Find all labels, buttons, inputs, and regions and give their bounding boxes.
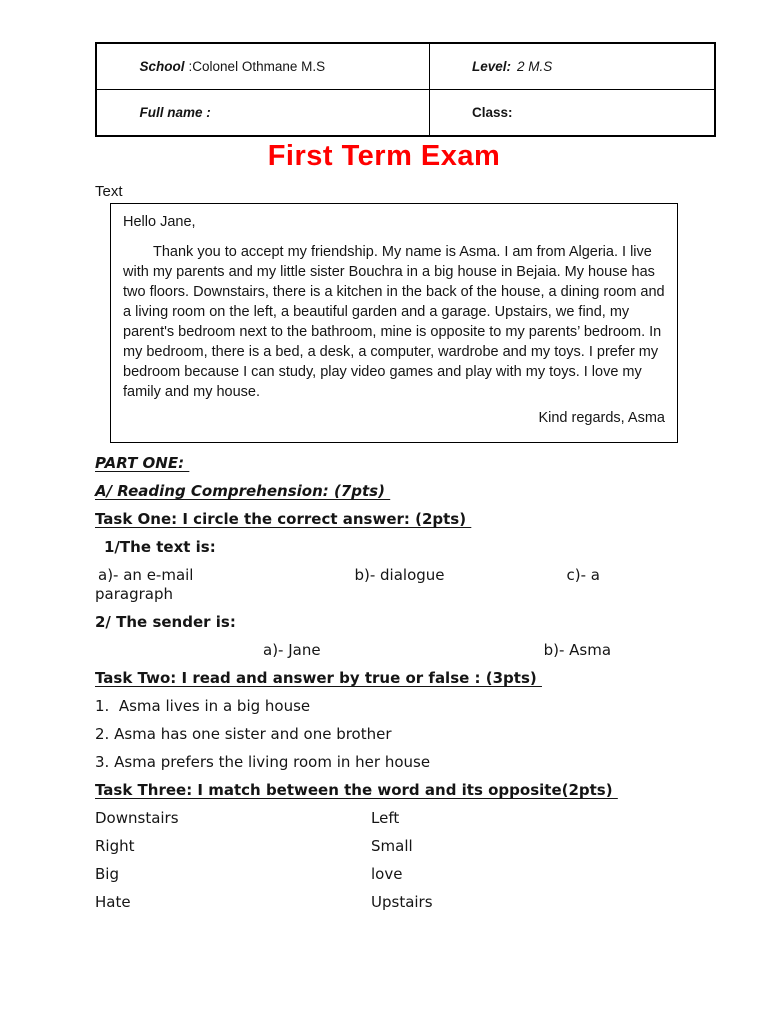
header-row-1: [96, 43, 715, 90]
question-2-option-b: b)- Asma: [543, 641, 612, 659]
question-1-option-c: c)- a paragraph: [95, 566, 601, 603]
level-value: 2 M.S: [517, 59, 553, 74]
question-1-label: 1/The text is:: [104, 538, 216, 556]
match-word-left: Big: [95, 865, 119, 883]
match-word-right: love: [371, 865, 403, 883]
letter-greeting: Hello Jane,: [123, 214, 196, 230]
level-cell: [429, 43, 715, 90]
spacer: [95, 654, 263, 655]
exam-body: [95, 454, 718, 912]
question-1-options: [95, 566, 655, 604]
header-row-2: [96, 90, 715, 137]
question-2-option-a: a)- Jane: [263, 641, 321, 659]
letter-body: Thank you to accept my friendship. My name is Asma. I am from Algeria. I live with my parents and my little sister Bouchra in a big house in Bejaia. My house has two floors. Downstairs, there is a kitchen in the back of the house, a dining room and a living room on the left, a beautiful garden and a garage. Upstairs, we find, my parent's bedroom next to the bathroom, mine is opposite to my parents’ bedroom. In my bedroom, there is a bed, a desk, a computer, wardrobe and my toys. I prefer my bedroom because I can study, play video games and play with my toys. I love my family and my house.: [123, 244, 665, 400]
spacer: [193, 579, 354, 580]
match-word-right: Upstairs: [371, 893, 433, 911]
class-label: Class:: [472, 105, 513, 120]
task-two-heading: Task Two: I read and answer by true or false : (3pts): [95, 669, 542, 687]
class-cell: [429, 90, 715, 137]
match-word-right: Left: [371, 809, 400, 827]
letter-signature: Kind regards, Asma: [538, 410, 665, 426]
match-row-2: [95, 837, 718, 856]
true-false-item-3: 3. Asma prefers the living room in her house: [95, 753, 431, 771]
task-three-heading: Task Three: I match between the word and its opposite(2pts): [95, 781, 618, 799]
true-false-item-1: 1. Asma lives in a big house: [95, 697, 311, 715]
match-word-left: Hate: [95, 893, 131, 911]
fullname-label: Full name :: [139, 105, 211, 120]
header-table: [95, 42, 716, 137]
match-row-3: [95, 865, 718, 884]
question-1-option-a: a)- an e-mail: [98, 566, 194, 584]
part-one-heading: PART ONE:: [95, 454, 190, 472]
section-a-heading: A/ Reading Comprehension: (7pts): [95, 482, 391, 500]
text-label: Text: [95, 183, 123, 200]
school-value: :Colonel Othmane M.S: [188, 59, 326, 74]
letter-box: [110, 203, 678, 443]
exam-title: First Term Exam: [267, 140, 501, 172]
school-label: School: [139, 59, 185, 74]
match-word-left: Downstairs: [95, 809, 179, 827]
spacer: [321, 654, 544, 655]
question-2-label: 2/ The sender is:: [95, 613, 236, 631]
match-word-left: Right: [95, 837, 135, 855]
spacer: [445, 579, 567, 580]
school-cell: [96, 43, 429, 90]
task-one-heading: Task One: I circle the correct answer: (2pts): [95, 510, 472, 528]
match-word-right: Small: [371, 837, 413, 855]
fullname-cell: [96, 90, 429, 137]
level-label: Level:: [472, 59, 512, 74]
question-1-option-b: b)- dialogue: [354, 566, 445, 584]
true-false-item-2: 2. Asma has one sister and one brother: [95, 725, 392, 743]
match-row-4: [95, 893, 718, 912]
question-2-options: [95, 641, 718, 660]
match-row-1: [95, 809, 718, 828]
